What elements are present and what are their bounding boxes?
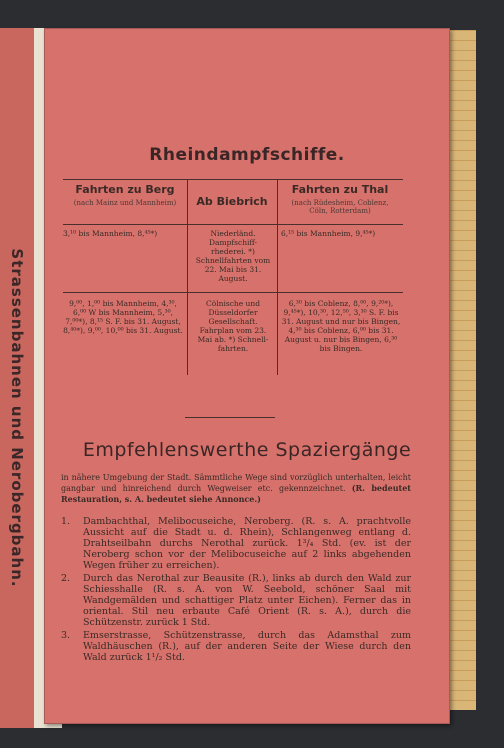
walk-text: Durch das Nerothal zur Beausite (R.), links ab durch den Wald zur Schiesshalle (R. s. A. von W. Seebold, schöner Saal mit Wandgemälden und schattiger Platz unter Eichen). Ferner das in oriental. Stil neu erbaute Café Orient (R. s. A.), durch die Schützenstr. zurück 1 Std. — [83, 573, 411, 628]
walk-item — [59, 630, 411, 663]
section-divider — [185, 417, 275, 418]
col-thal-title: Fahrten zu Thal — [291, 183, 389, 196]
row1-thal: 6,¹⁵ bis Mannheim, 9,⁴⁵*) — [281, 229, 376, 238]
walks-title: Empfehlenswerthe Spaziergänge — [82, 439, 412, 461]
row1-biebrich: Niederländ. Dampfschiff-rhederei. *) Schnellfahrten vom 22. Mai bis 31. August. — [195, 229, 271, 283]
row2-berg: 9,⁰⁰, 1,⁰⁰ bis Mannheim, 4,³⁰, 6,⁰⁰ W bis Mannheim, 5,³⁰, 7,⁰⁰*), 8,¹⁵ S. F. bis 31. August, 8,⁴⁰*), 9,⁰⁰, 10,⁰⁰ bis 31. August. — [63, 299, 183, 335]
table-header-rule — [63, 224, 403, 225]
col-berg-sub: (nach Mainz und Mannheim) — [73, 199, 177, 207]
spine-label-wrap — [2, 228, 32, 608]
rhein-title: Rheindampfschiffe. — [149, 145, 345, 165]
walk-number: 1. — [61, 516, 71, 527]
walk-number: 2. — [61, 573, 71, 584]
walks-intro-text: in nähere Umgebung der Stadt. Sämmtliche Wege sind vorzüglich unterhalten, leicht gangbar und hinreichend durch Wegweiser etc. gekennzeichnet. — [61, 473, 411, 493]
col-berg-title: Fahrten zu Berg — [75, 183, 175, 196]
walk-text: Dambachthal, Melibocuseiche, Neroberg. (R. s. A. prachtvolle Aussicht auf die Stadt u. d. Rhein), Schlangenweg entlang d. Drahtseilbahn durchs Nerothal zurück. 1³/₄ Std. (ev. ist der Neroberg schon vor der Melibocuseiche auf 2 links abgehenden Wegen früher zu erreichen). — [83, 516, 411, 571]
walk-item — [59, 573, 411, 628]
table-row-rule — [63, 292, 403, 293]
table-col-rule-1 — [187, 179, 188, 375]
book-spine — [0, 28, 36, 728]
row2-thal: 6,³⁰ bis Coblenz, 8,⁰⁰, 9,²⁰*), 9,⁴⁵*), 10,³⁰, 12,⁵⁰, 3,³⁰ S. F. bis 31. August und nur bis Bingen, 4,³⁰ bis Coblenz, 6,⁰⁰ bis 31. August u. nur bis Bingen, 6,³⁰ bis Bingen. — [281, 299, 401, 353]
walk-number: 3. — [61, 630, 71, 641]
walks-list — [59, 516, 411, 665]
folded-map-edge — [447, 30, 476, 710]
table-top-rule — [63, 179, 403, 180]
col-thal-sub: (nach Rüdesheim, Coblenz, Cöln, Rotterdam) — [291, 199, 389, 215]
brochure-page — [44, 28, 450, 724]
table-col-rule-2 — [277, 179, 278, 375]
walk-item — [59, 516, 411, 571]
walk-text: Emserstrasse, Schützenstrasse, durch das Adamsthal zum Waldhäuschen (R.), auf der anderen Seite der Wiese durch den Wald zurück 1¹/₂ Std. — [83, 630, 411, 663]
walks-legend: (R. bedeutet Restauration, s. A. bedeutet siehe Annonce.) — [61, 483, 411, 504]
walks-intro — [61, 473, 411, 505]
spine-label: Strassenbahnen und Nerobergbahn. — [8, 248, 26, 588]
col-biebrich-title: Ab Biebrich — [196, 195, 268, 208]
row2-biebrich: Cölnische und Düsseldorfer Gesellschaft. Fahrplan vom 23. Mai ab. *) Schnell-fahrten. — [197, 299, 269, 353]
row1-berg: 3,¹⁰ bis Mannheim, 8,⁴⁵*) — [63, 229, 158, 238]
